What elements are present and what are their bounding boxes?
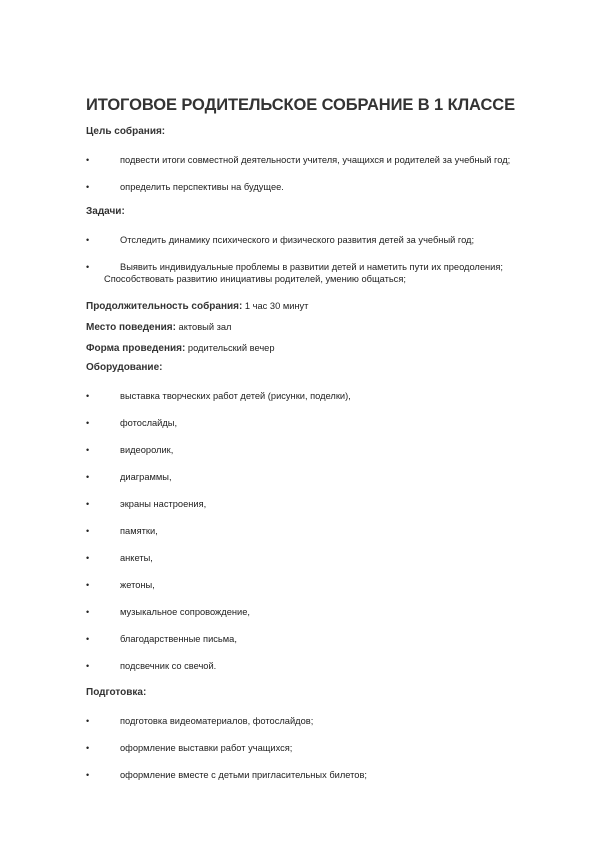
form-line <box>86 342 555 355</box>
list-item-text: Отследить динамику психического и физического развития детей за учебный год; <box>120 235 475 245</box>
place-value: актовый зал <box>175 322 232 332</box>
list-item-text: анкеты, <box>120 553 153 563</box>
form-label: Форма проведения: <box>86 343 186 354</box>
list-item <box>86 660 555 672</box>
goal-heading: Цель собрания: <box>86 126 166 137</box>
list-item <box>86 715 555 727</box>
bullet-icon: • <box>86 472 90 482</box>
bullet-icon: • <box>86 155 90 165</box>
list-item-text: жетоны, <box>120 580 155 590</box>
list-item-text: экраны настроения, <box>120 499 207 509</box>
document-title: ИТОГОВОЕ РОДИТЕЛЬСКОЕ СОБРАНИЕ В 1 КЛАССЕ <box>86 96 515 114</box>
list-item-text: музыкальное сопровождение, <box>120 607 250 617</box>
list-item <box>86 633 555 645</box>
list-item <box>86 769 555 781</box>
bullet-icon: • <box>86 634 90 644</box>
list-item <box>86 181 555 193</box>
list-item <box>86 525 555 537</box>
place-label: Место поведения: <box>86 322 176 333</box>
list-item <box>86 606 555 618</box>
list-item-text: благодарственные письма, <box>120 634 237 644</box>
bullet-icon: • <box>86 580 90 590</box>
list-item <box>86 261 555 285</box>
bullet-icon: • <box>86 499 90 509</box>
duration-line <box>86 300 555 313</box>
place-line <box>86 321 555 334</box>
prep-list <box>86 715 555 781</box>
list-item <box>86 154 555 166</box>
prep-heading: Подготовка: <box>86 687 147 698</box>
list-item-text: памятки, <box>120 526 158 536</box>
list-item <box>86 417 555 429</box>
bullet-icon: • <box>86 418 90 428</box>
duration-value: 1 час 30 минут <box>242 301 309 311</box>
bullet-icon: • <box>86 182 90 192</box>
bullet-icon: • <box>86 262 90 272</box>
list-item-text: подсвечник со свечой. <box>120 661 217 671</box>
list-item-continuation: Способствовать развитию инициативы родителей, умению общаться; <box>104 274 406 284</box>
bullet-icon: • <box>86 445 90 455</box>
form-value: родительский вечер <box>185 343 275 353</box>
bullet-icon: • <box>86 770 90 780</box>
list-item <box>86 552 555 564</box>
list-item-text: Выявить индивидуальные проблемы в развитии детей и наметить пути их преодоления; <box>120 262 503 272</box>
duration-label: Продолжительность собрания: <box>86 301 243 312</box>
tasks-list <box>86 234 555 285</box>
bullet-icon: • <box>86 661 90 671</box>
list-item <box>86 579 555 591</box>
bullet-icon: • <box>86 391 90 401</box>
tasks-heading: Задачи: <box>86 206 125 217</box>
list-item <box>86 498 555 510</box>
list-item <box>86 234 555 246</box>
list-item <box>86 444 555 456</box>
list-item <box>86 471 555 483</box>
equipment-heading: Оборудование: <box>86 362 163 373</box>
list-item-text: фотослайды, <box>120 418 178 428</box>
list-item-text: видеоролик, <box>120 445 174 455</box>
equipment-list <box>86 390 555 672</box>
list-item-text: оформление вместе с детьми пригласительных билетов; <box>120 770 367 780</box>
bullet-icon: • <box>86 553 90 563</box>
bullet-icon: • <box>86 743 90 753</box>
list-item-text: оформление выставки работ учащихся; <box>120 743 293 753</box>
list-item-text: определить перспективы на будущее. <box>120 182 284 192</box>
bullet-icon: • <box>86 607 90 617</box>
bullet-icon: • <box>86 235 90 245</box>
list-item-text: выставка творческих работ детей (рисунки, поделки), <box>120 391 351 401</box>
list-item-text: диаграммы, <box>120 472 172 482</box>
list-item <box>86 742 555 754</box>
bullet-icon: • <box>86 716 90 726</box>
goal-list <box>86 154 555 193</box>
list-item-text: подвести итоги совместной деятельности учителя, учащихся и родителей за учебный год; <box>120 155 511 165</box>
list-item <box>86 390 555 402</box>
bullet-icon: • <box>86 526 90 536</box>
list-item-text: подготовка видеоматериалов, фотослайдов; <box>120 716 314 726</box>
